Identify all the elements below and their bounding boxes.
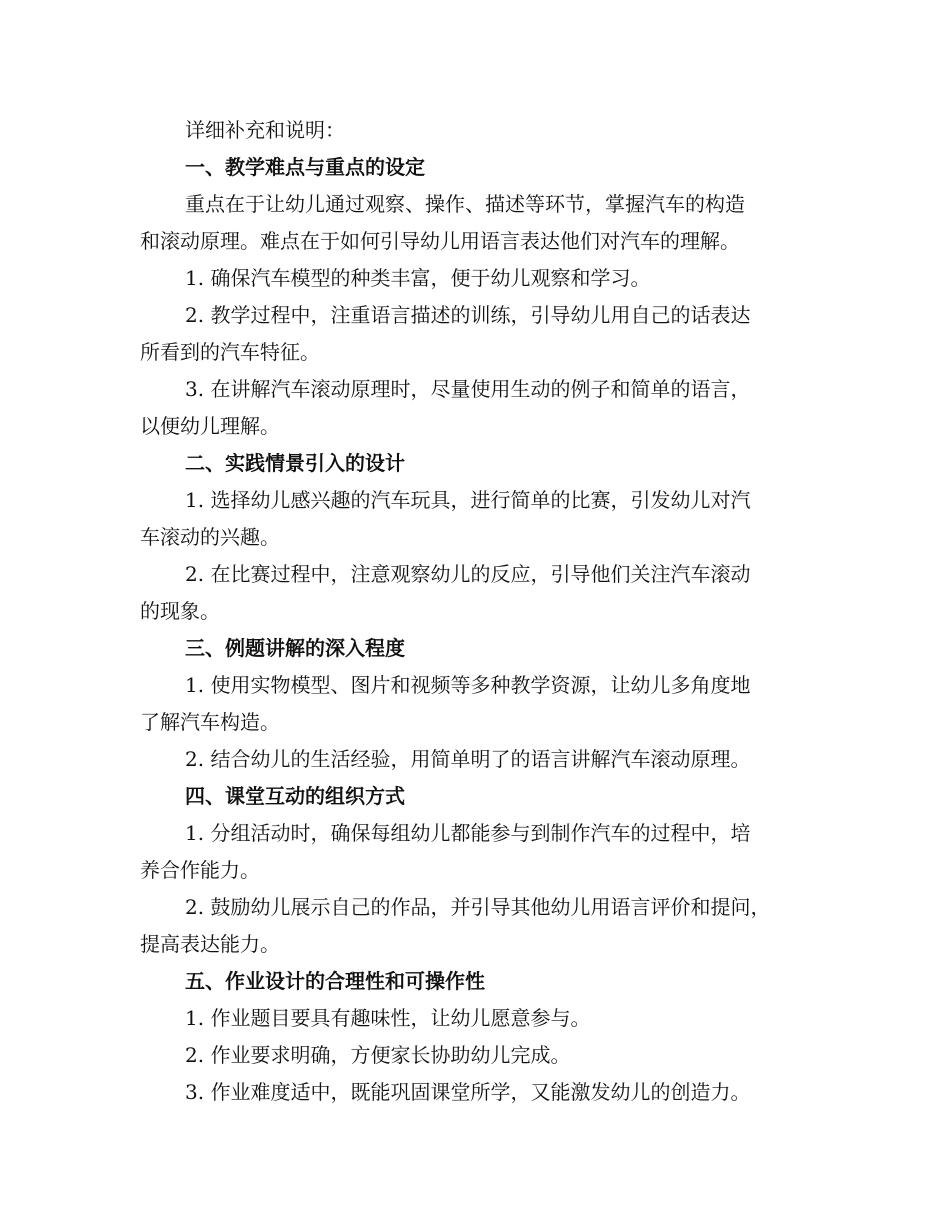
paragraph-line: 2. 鼓励幼儿展示自己的作品，并引导其他幼儿用语言评价和提问， [185, 895, 771, 919]
intro-text: 详细补充和说明： [185, 118, 345, 142]
paragraph-line: 重点在于让幼儿通过观察、操作、描述等环节，掌握汽车的构造 [185, 192, 745, 216]
section-heading: 一、教学难点与重点的设定 [185, 155, 425, 179]
paragraph-line: 的现象。 [140, 599, 220, 623]
paragraph-line: 1. 作业题目要具有趣味性，让幼儿愿意参与。 [185, 1006, 591, 1030]
paragraph [140, 741, 810, 778]
paragraph [140, 556, 810, 630]
paragraph-line: 1. 选择幼儿感兴趣的汽车玩具，进行简单的比赛，引发幼儿对汽 [185, 488, 751, 512]
paragraph-line: 所看到的汽车特征。 [140, 340, 320, 364]
section-heading: 五、作业设计的合理性和可操作性 [185, 969, 485, 993]
paragraph [140, 297, 810, 371]
paragraph [140, 1037, 810, 1074]
paragraph [140, 1000, 810, 1037]
paragraph [140, 815, 810, 889]
paragraph [140, 482, 810, 556]
paragraph-line: 2. 作业要求明确，方便家长协助幼儿完成。 [185, 1043, 571, 1067]
paragraph-line: 2. 在比赛过程中，注意观察幼儿的反应，引导他们关注汽车滚动 [185, 562, 751, 586]
section-heading: 三、例题讲解的深入程度 [185, 636, 405, 660]
paragraph-line: 提高表达能力。 [140, 932, 280, 956]
paragraph-line: 以便幼儿理解。 [140, 414, 280, 438]
paragraph-line: 养合作能力。 [140, 858, 260, 882]
paragraph [140, 667, 810, 741]
section-heading: 四、课堂互动的组织方式 [185, 784, 405, 808]
paragraph-line: 3. 作业难度适中，既能巩固课堂所学，又能激发幼儿的创造力。 [185, 1080, 751, 1104]
paragraph-line: 和滚动原理。难点在于如何引导幼儿用语言表达他们对汽车的理解。 [140, 229, 740, 253]
paragraph [140, 260, 810, 297]
paragraph [140, 371, 810, 445]
paragraph [140, 1074, 810, 1111]
paragraph [140, 186, 810, 260]
paragraph-line: 了解汽车构造。 [140, 710, 280, 734]
paragraph-line: 1. 分组活动时，确保每组幼儿都能参与到制作汽车的过程中，培 [185, 821, 751, 845]
paragraph-line: 1. 确保汽车模型的种类丰富，便于幼儿观察和学习。 [185, 266, 651, 290]
paragraph-line: 1. 使用实物模型、图片和视频等多种教学资源，让幼儿多角度地 [185, 673, 751, 697]
document-body [140, 112, 810, 1111]
paragraph-line: 车滚动的兴趣。 [140, 525, 280, 549]
section-heading: 二、实践情景引入的设计 [185, 451, 405, 475]
paragraph-line: 2. 结合幼儿的生活经验，用简单明了的语言讲解汽车滚动原理。 [185, 747, 751, 771]
paragraph-line: 3. 在讲解汽车滚动原理时，尽量使用生动的例子和简单的语言， [185, 377, 751, 401]
paragraph [140, 889, 810, 963]
paragraph-line: 2. 教学过程中，注重语言描述的训练，引导幼儿用自己的话表达 [185, 303, 751, 327]
